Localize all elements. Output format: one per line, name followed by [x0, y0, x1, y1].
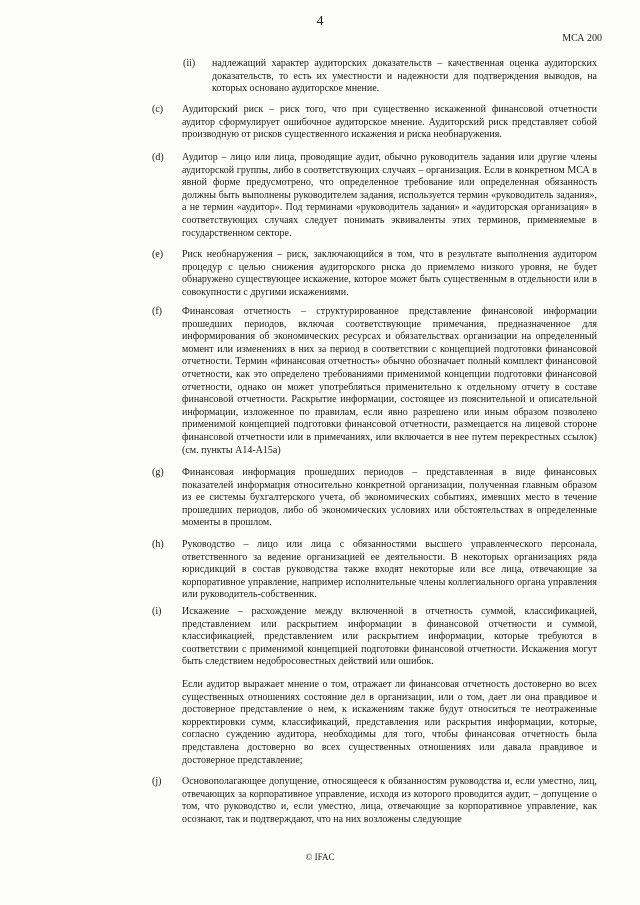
definition-text: надлежащий характер аудиторских доказательств – качественная оценка аудиторских доказательств, то есть их уместности и надежности для подтверждения выводов, на которых основано аудиторское мнение.	[212, 58, 597, 95]
footer-copyright: © IFAC	[305, 852, 335, 862]
item-marker: (e)	[152, 249, 164, 260]
item-marker: (d)	[152, 152, 164, 163]
definition-text: Аудиторский риск – риск того, что при существенно искаженной финансовой отчетности аудитор сформулирует ошибочное аудиторское мнение. Аудиторский риск представляет собой производную от рисков существенного искажения и риска необнаружения.	[182, 104, 597, 141]
document-code: МСА 200	[562, 33, 602, 44]
page-number: 4	[316, 14, 324, 29]
item-marker: (f)	[152, 306, 162, 317]
item-marker: (c)	[152, 104, 164, 115]
item-marker: (g)	[152, 467, 164, 478]
item-marker: (j)	[152, 776, 162, 787]
item-marker: (i)	[152, 606, 162, 617]
definition-text: Основополагающее допущение, относящееся к обязанностям руководства и, если уместно, лиц, отвечающих за корпоративное управление, исходя из которого проводится аудит, – допущение о том, что руководство и, если уместно, лица, отвечающие за корпоративное управление, как осознают, так и подтверждают, что на них возложены следующие	[182, 776, 597, 825]
definition-text: Риск необнаружения – риск, заключающийся в том, что в результате выполнения аудитором процедур с целью снижения аудиторского риска до приемлемо низкого уровня, не будет обнаружено существующее искажение, которое может быть существенным в отдельности или в совокупности с другими искажениями.	[182, 249, 597, 298]
definition-text: Финансовая информация прошедших периодов – представленная в виде финансовых показателей информация относительно конкретной организации, полученная главным образом из ее системы бухгалтерского учета, об экономических событиях, имевших место в течение прошедших периодов, либо об экономических условиях или обстоятельствах в определенные моменты в прошлом.	[182, 467, 597, 529]
definition-text: Руководство – лицо или лица с обязанностями высшего управленческого персонала, ответственного за ведение организацией ее деятельности. В некоторых организациях ряда юрисдикций в состав руководства также входят некоторые или все лица, отвечающие за корпоративное управление, например исполнительные члены коллегиального органа управления или руководитель-собственник.	[182, 539, 597, 601]
item-marker: (h)	[152, 539, 164, 550]
definition-text: Финансовая отчетность – структурированное представление финансовой информации прошедших периодов, включая соответствующие примечания, предназначенное для информирования об экономических ресурсах и обязательствах организации на определенный момент или изменениях в них за период в соответствии с концепцией подготовки финансовой отчетности. Термин «финансовая отчетность» обычно обозначает полный комплект финансовой отчетности, как это определено требованиями применимой концепции подготовки финансовой отчетности, однако он может употребляться применительно к отдельному отчету в составе финансовой отчетности. Раскрытие информации, состоящее из пояснительной и описательной информации, изложенное по правилам, если явно разрешено или иным образом позволено применимой концепцией подготовки финансовой отчетности, размещается на лицевой стороне финансовой отчетности или в примечаниях, или включается в нее путем перекрестных ссылок) (см. пункты A14-A15a)	[182, 306, 597, 456]
definition-text: Аудитор – лицо или лица, проводящие аудит, обычно руководитель задания или другие члены аудиторской группы, либо в соответствующих случаях – организация. Если в конкретном МСА в явной форме предусмотрено, что определенное требование или определенная обязанность должны быть выполнены руководителем задания, используется термин «руководитель задания», а не термин «аудитор». Под терминами «руководитель задания» и «аудиторская организация» в соответствующих случаях следует понимать эквиваленты этих терминов, применяемые в государственном секторе.	[182, 152, 597, 239]
definition-text: Искажение – расхождение между включенной в отчетность суммой, классификацией, представлением или раскрытием информации в финансовой отчетности и суммой, классификацией, представлением или раскрытием информации, которые требуются в соответствии с применимой концепцией подготовки финансовой отчетности. Искажения могут быть следствием недобросовестных действий или ошибок.	[182, 606, 597, 668]
item-marker: (ii)	[183, 58, 196, 69]
definition-continuation: Если аудитор выражает мнение о том, отражает ли финансовая отчетность достоверно во всех существенных отношениях состояние дел в организации, или о том, дает ли она правдивое и достоверное представление о нем, к искажениям также будут относиться те неотраженные корректировки сумм, классификаций, представления или раскрытия информации, которые, согласно суждению аудитора, необходимы для того, чтобы финансовая отчетность была представлена достоверно во всех существенных отношениях или давала правдивое и достоверное представление;	[182, 679, 597, 766]
